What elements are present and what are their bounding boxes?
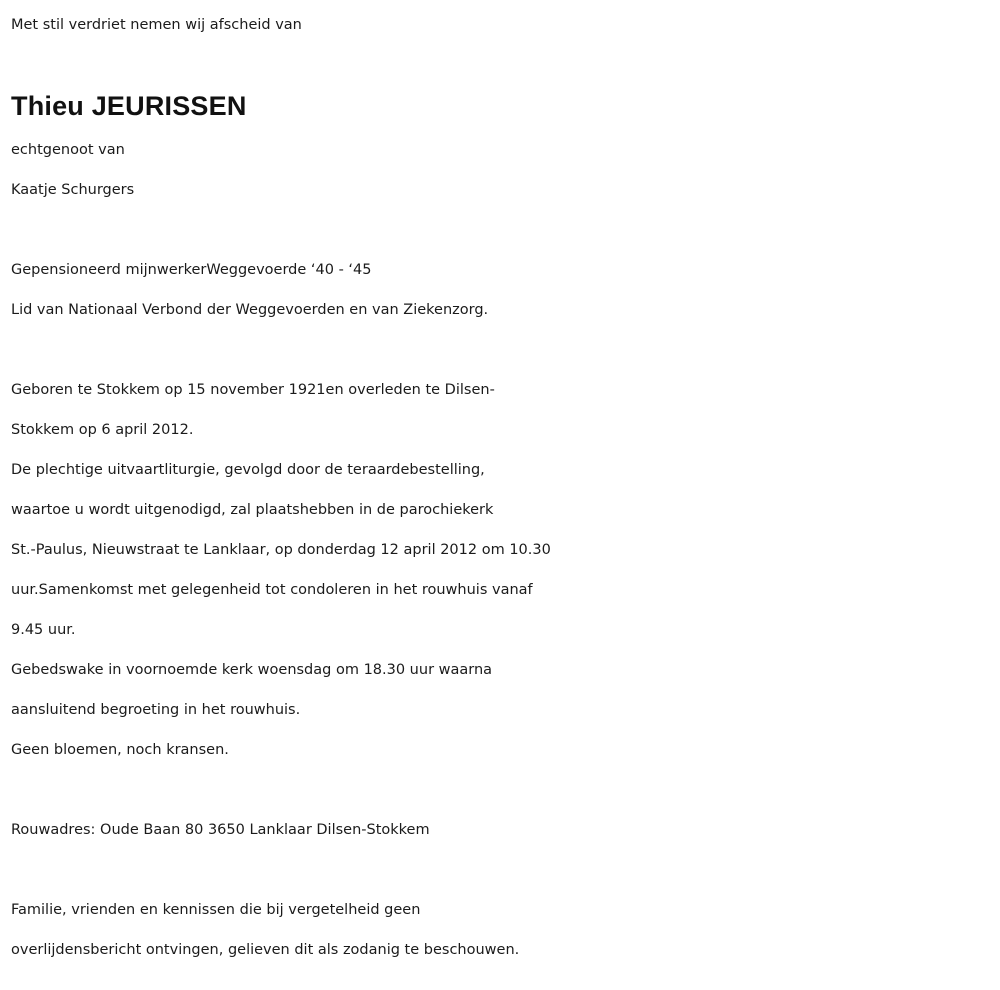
details-line: waartoe u wordt uitgenodigd, zal plaatshebben in de parochiekerk	[11, 502, 494, 518]
details-line: De plechtige uitvaartliturgie, gevolgd door de teraardebestelling,	[11, 462, 485, 478]
details-line: 9.45 uur.	[11, 622, 76, 638]
spacer	[11, 850, 996, 890]
mourning-address: Rouwadres: Oude Baan 80 3650 Lanklaar Dilsen-Stokkem	[11, 822, 430, 838]
membership-text: Lid van Nationaal Verbond der Weggevoerden en van Ziekenzorg.	[11, 302, 489, 318]
closing-line: Familie, vrienden en kennissen die bij vergetelheid geen	[11, 902, 421, 918]
deceased-name: Thieu JEURISSEN	[11, 91, 247, 121]
occupation-text: Gepensioneerd mijnwerkerWeggevoerde ‘40 - ‘45	[11, 262, 372, 278]
details-line: St.-Paulus, Nieuwstraat te Lanklaar, op donderdag 12 april 2012 om 10.30	[11, 542, 551, 558]
details-line: Geen bloemen, noch kransen.	[11, 742, 229, 758]
closing-line: overlijdensbericht ontvingen, gelieven dit als zodanig te beschouwen.	[11, 942, 520, 958]
spacer	[11, 330, 996, 370]
spouse-name: Kaatje Schurgers	[11, 182, 135, 198]
details-line: uur.Samenkomst met gelegenheid tot condoleren in het rouwhuis vanaf	[11, 582, 533, 598]
spacer	[11, 770, 996, 810]
spouse-label: echtgenoot van	[11, 142, 125, 158]
details-line: aansluitend begroeting in het rouwhuis.	[11, 702, 301, 718]
details-line: Stokkem op 6 april 2012.	[11, 422, 194, 438]
spacer	[11, 210, 996, 250]
details-line: Gebedswake in voornoemde kerk woensdag om 18.30 uur waarna	[11, 662, 493, 678]
intro-text: Met stil verdriet nemen wij afscheid van	[11, 17, 302, 33]
death-notice	[11, 5, 996, 970]
details-line: Geboren te Stokkem op 15 november 1921en overleden te Dilsen-	[11, 382, 495, 398]
